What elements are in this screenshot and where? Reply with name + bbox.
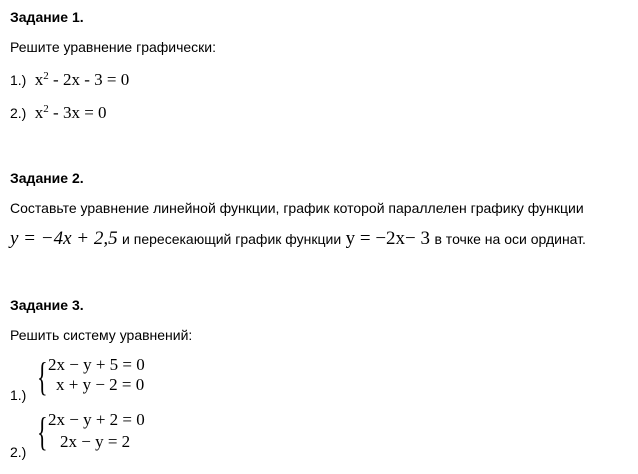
- system-2: [10, 410, 210, 465]
- equation-exponent: 2: [43, 103, 49, 115]
- system-equation-b: 2x − y = 2: [60, 432, 131, 451]
- task2-mid-text: и пересекающий график функции: [122, 231, 342, 247]
- task1-item-2: [10, 103, 107, 123]
- task2-line2: [10, 228, 586, 250]
- system-number: 1.): [10, 387, 27, 403]
- task1-heading: Задание 1.: [10, 9, 84, 25]
- item-number: 1.): [10, 72, 27, 88]
- task3-instruction: Решить систему уравнений:: [10, 327, 193, 343]
- equation-exponent: 2: [43, 70, 49, 82]
- equation-rest: - 2x - 3 = 0: [48, 70, 130, 89]
- task1-item-1: [10, 70, 129, 90]
- left-brace: {: [37, 354, 48, 399]
- equation-base: x: [34, 70, 44, 89]
- task3-heading: Задание 3.: [10, 297, 84, 313]
- system-1: [10, 355, 210, 405]
- equation-1: y = −4x + 2,5: [10, 228, 118, 249]
- system-equation-a: 2x − y + 2 = 0: [48, 410, 145, 429]
- equation-2: y = −2x− 3: [345, 228, 431, 249]
- left-brace: {: [37, 409, 48, 454]
- system-number: 2.): [10, 444, 27, 460]
- item-number: 2.): [10, 105, 27, 121]
- task2-line1: Составьте уравнение линейной функции, график которой параллелен графику функции: [10, 200, 584, 216]
- equation-rest: - 3x = 0: [48, 103, 107, 122]
- task1-instruction: Решите уравнение графически:: [10, 39, 217, 55]
- task2-heading: Задание 2.: [10, 170, 84, 186]
- system-equation-a: 2x − y + 5 = 0: [48, 355, 145, 374]
- equation-base: x: [34, 103, 44, 122]
- system-equation-b: x + y − 2 = 0: [56, 375, 145, 394]
- task2-end-text: в точке на оси ординат.: [434, 231, 586, 247]
